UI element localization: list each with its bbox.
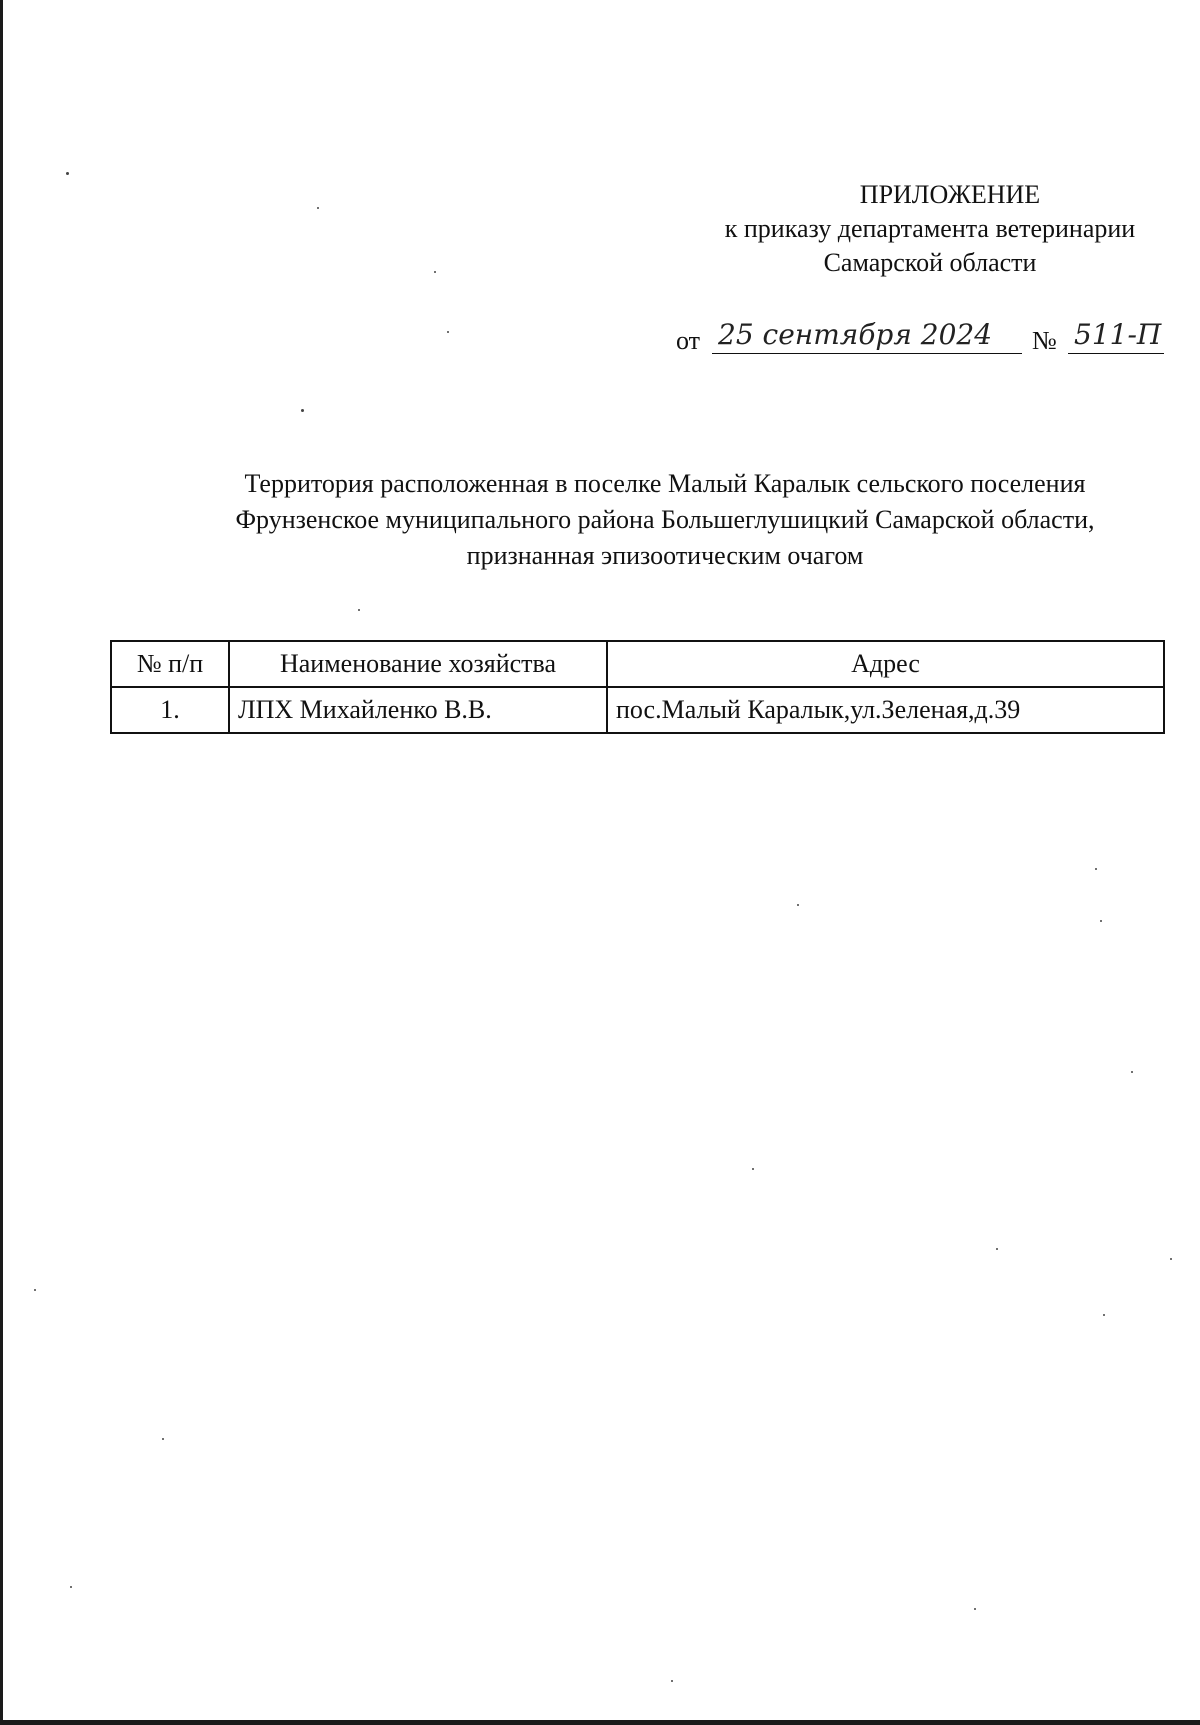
scan-speck [996, 1248, 998, 1250]
order-number-handwritten: 511-П [1068, 320, 1164, 354]
appendix-title: ПРИЛОЖЕНИЕ [859, 180, 1041, 209]
scan-speck [70, 1586, 72, 1588]
farm-registry-table [110, 640, 1165, 734]
scan-speck [317, 207, 319, 209]
scan-speck [1095, 868, 1097, 870]
scan-speck [1103, 1314, 1105, 1316]
document-title-line3: признанная эпизоотическим очагом [466, 541, 864, 570]
order-date-handwritten: 25 сентября 2024 [712, 320, 1022, 354]
cell-address: пос.Малый Каралык,ул.Зеленая,д.39 [607, 687, 1164, 733]
scan-speck [974, 1608, 976, 1610]
scan-speck [301, 409, 304, 412]
table-header-row [111, 641, 1164, 687]
document-title-line1: Территория расположенная в поселке Малый Каралык сельского поселения [244, 469, 1086, 498]
order-reference [676, 320, 1166, 360]
scan-edge-left [0, 0, 3, 1725]
scan-speck [434, 271, 436, 273]
scan-speck [358, 609, 360, 611]
order-number-prefix: № [1032, 326, 1057, 355]
scan-speck [1170, 1258, 1172, 1260]
appendix-subtitle-line2: Самарской области [823, 248, 1037, 277]
order-date-prefix: от [676, 326, 701, 355]
scan-speck [671, 1680, 673, 1682]
scan-speck [1131, 1071, 1133, 1073]
scan-speck [447, 331, 449, 333]
scan-speck [1100, 920, 1102, 922]
scan-speck [66, 172, 69, 175]
column-header-address: Адрес [607, 641, 1164, 687]
appendix-subtitle-line1: к приказу департамента ветеринарии [724, 214, 1136, 243]
cell-number: 1. [111, 687, 229, 733]
document-title [150, 466, 1180, 574]
scan-edge-bottom [0, 1720, 1200, 1725]
scan-speck [752, 1168, 754, 1170]
scan-speck [34, 1289, 36, 1291]
cell-farm-name: ЛПХ Михайленко В.В. [229, 687, 607, 733]
scan-speck [797, 904, 799, 906]
appendix-header [690, 178, 1170, 280]
column-header-farm-name: Наименование хозяйства [229, 641, 607, 687]
document-title-line2: Фрунзенское муниципального района Большеглушицкий Самарской области, [235, 505, 1095, 534]
column-header-number: № п/п [111, 641, 229, 687]
table-row [111, 687, 1164, 733]
scan-speck [162, 1438, 164, 1440]
